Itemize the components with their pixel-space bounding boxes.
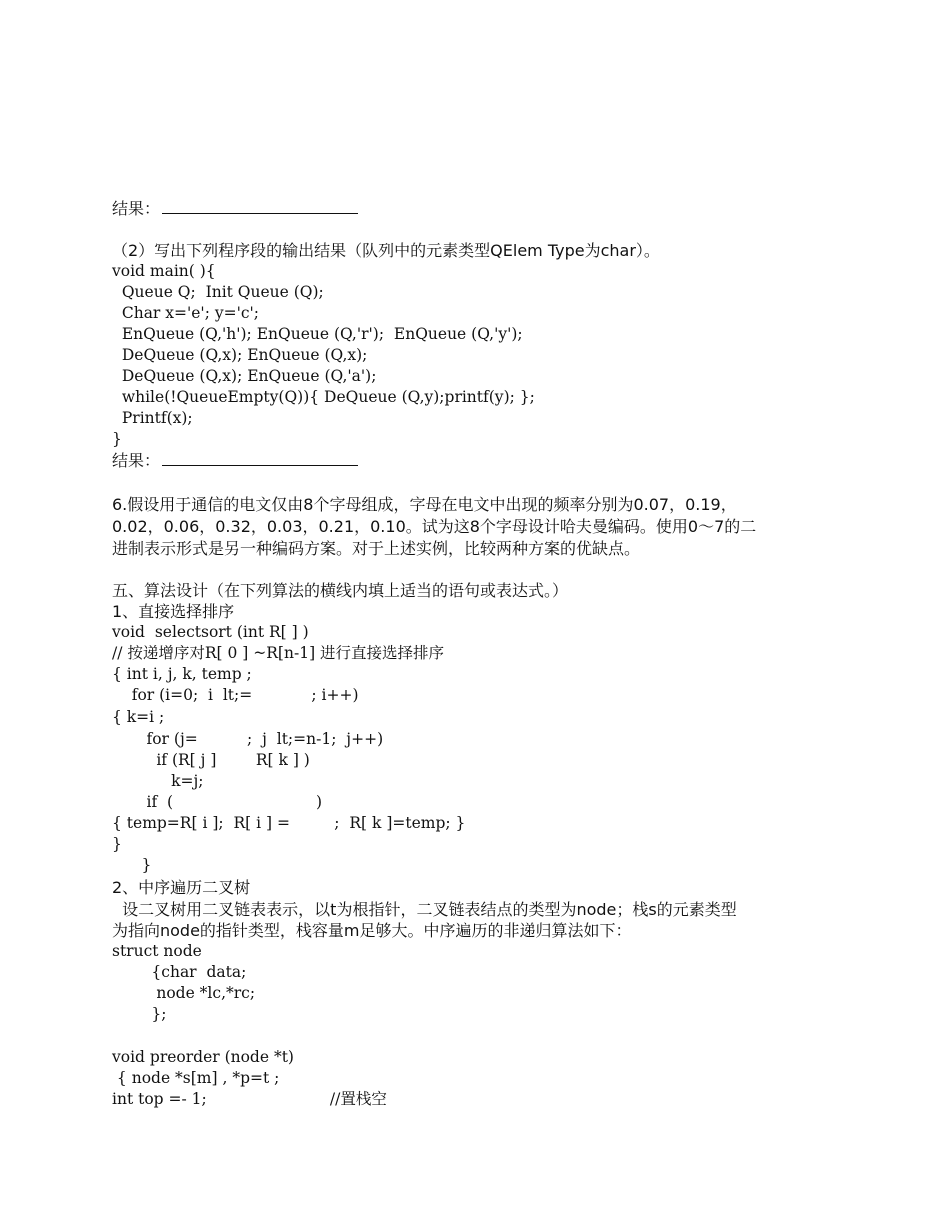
tree-code-line: void preorder (node *t)	[112, 1048, 294, 1066]
code-line: Char x='e'; y='c';	[112, 304, 260, 322]
answer-blank[interactable]	[162, 198, 358, 214]
question-6-line: 进制表示形式是另一种编码方案。对于上述实例，比较两种方案的优缺点。	[112, 539, 641, 558]
subsection-2-desc: 设二叉树用二叉链表表示，以t为根指针，二叉链表结点的类型为node；栈s的元素类型	[112, 900, 737, 919]
sort-code-line: for (i=0; i lt;= ; i++)	[112, 686, 359, 704]
question-6-line: 0.02，0.06，0.32，0.03，0.21，0.10。试为这8个字母设计哈夫曼编码。使用0～7的二	[112, 517, 757, 536]
subsection-2-title: 2、中序遍历二叉树	[112, 878, 251, 897]
tree-code-line: {char data;	[112, 963, 247, 981]
result-line-2	[112, 450, 910, 471]
tree-code-line: { node *s[m] , *p=t ;	[112, 1069, 280, 1087]
result-line-1	[112, 198, 910, 219]
code-line: while(!QueueEmpty(Q)){ DeQueue (Q,y);printf(y); };	[112, 388, 535, 406]
sort-code-line: }	[112, 856, 152, 874]
code-line: }	[112, 430, 122, 448]
sort-code-line: for (j= ; j lt;=n-1; j++)	[112, 730, 384, 748]
sort-code-line: if ( )	[112, 793, 323, 811]
tree-code-line: };	[112, 1005, 167, 1023]
result-label: 结果：	[112, 451, 161, 470]
code-line: Queue Q; Init Queue (Q);	[112, 283, 324, 301]
code-line: DeQueue (Q,x); EnQueue (Q,'a');	[112, 367, 377, 385]
code-line: void main( ){	[112, 262, 216, 280]
sort-code-line: { int i, j, k, temp ;	[112, 665, 252, 683]
tree-code-line: node *lc,*rc;	[112, 984, 256, 1002]
sort-code-line: }	[112, 835, 122, 853]
result-label: 结果：	[112, 199, 161, 218]
question-6-line: 6.假设用于通信的电文仅由8个字母组成，字母在电文中出现的频率分别为0.07，0.19，	[112, 495, 737, 514]
answer-blank[interactable]	[162, 450, 358, 466]
sort-code-line: k=j;	[112, 772, 204, 790]
subsection-1-title: 1、直接选择排序	[112, 602, 235, 621]
sort-code-line: if (R[ j ] R[ k ] )	[112, 751, 310, 769]
section-5-title: 五、算法设计（在下列算法的横线内填上适当的语句或表达式。）	[112, 581, 569, 600]
sort-code-line: void selectsort (int R[ ] )	[112, 623, 309, 641]
tree-code-line: struct node	[112, 942, 202, 960]
code-line: Printf(x);	[112, 409, 193, 427]
code-line: EnQueue (Q,'h'); EnQueue (Q,'r'); EnQueue (Q,'y');	[112, 325, 523, 343]
subsection-2-desc: 为指向node的指针类型，栈容量m足够大。中序遍历的非递归算法如下：	[112, 921, 632, 940]
sort-code-line: { k=i ;	[112, 708, 165, 726]
question-2-title: （2）写出下列程序段的输出结果（队列中的元素类型QElem Type为char）。	[112, 241, 660, 260]
sort-code-line: // 按递增序对R[ 0 ] ~R[n-1] 进行直接选择排序	[112, 644, 445, 662]
code-line: DeQueue (Q,x); EnQueue (Q,x);	[112, 346, 368, 364]
tree-code-line: int top =- 1; //置栈空	[112, 1090, 387, 1108]
sort-code-line: { temp=R[ i ]; R[ i ] = ; R[ k ]=temp; }	[112, 814, 466, 832]
